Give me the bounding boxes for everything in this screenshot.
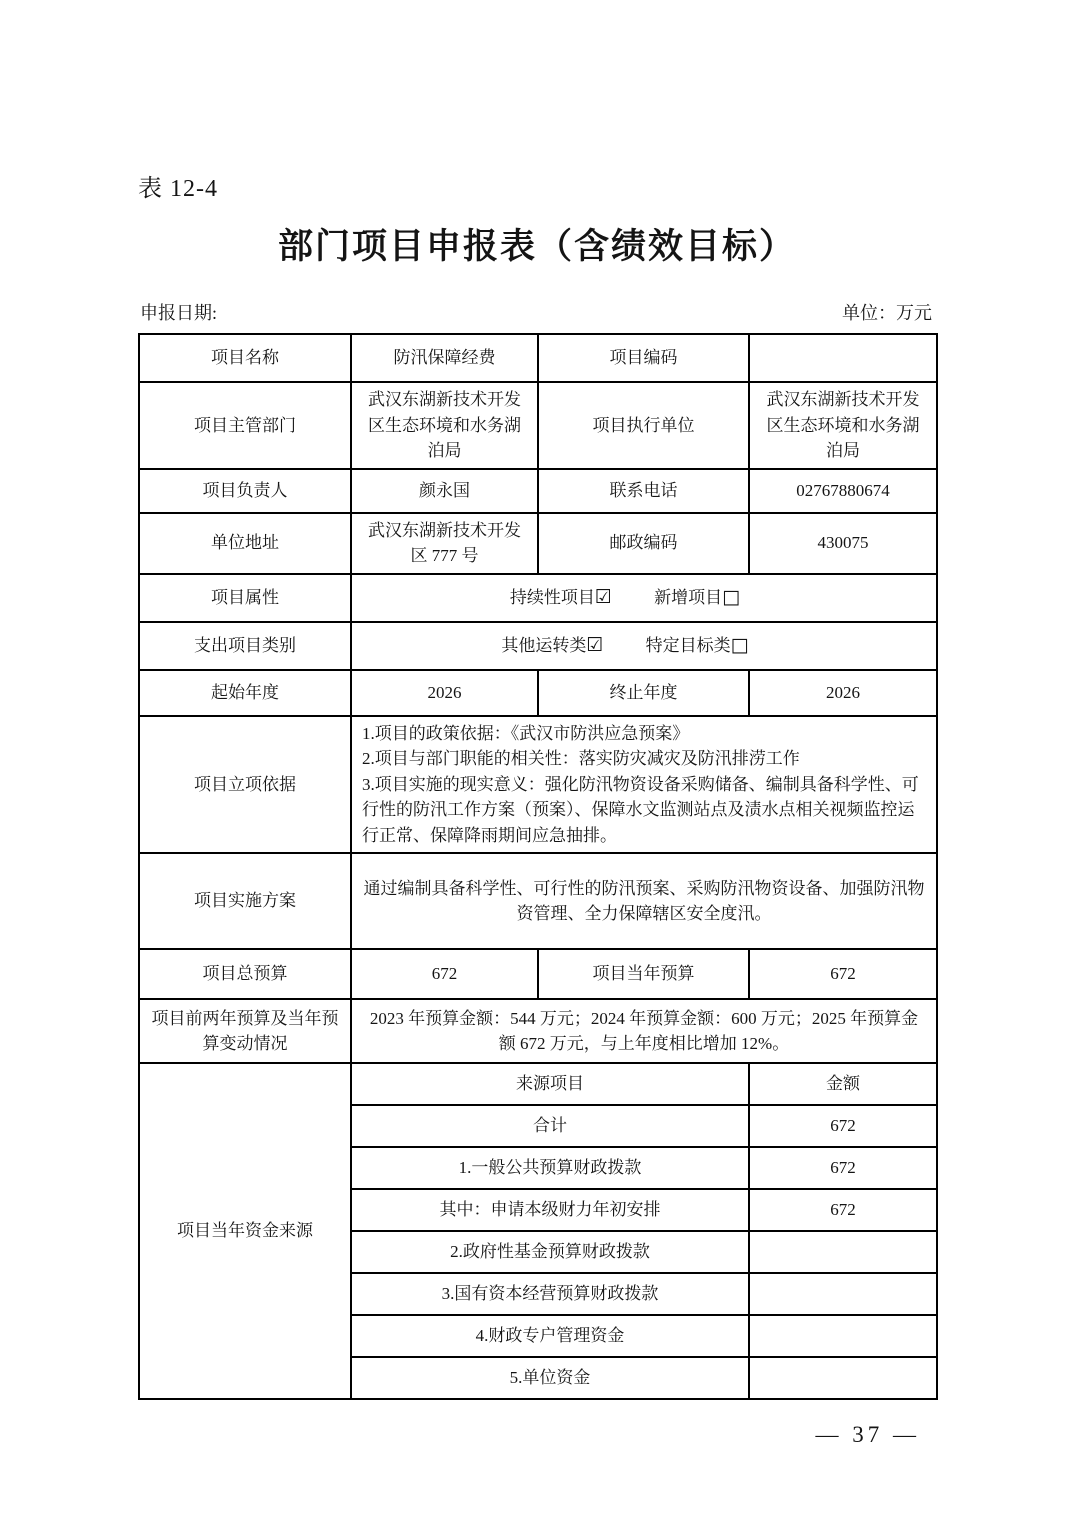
end-year-label: 终止年度 bbox=[538, 670, 749, 716]
row-project-name bbox=[139, 334, 937, 382]
funding-source-total: 合计 bbox=[351, 1105, 749, 1147]
plan-value: 通过编制具备科学性、可行性的防汛预案、采购防汛物资设备、加强防汛物资管理、全力保障辖区安全度汛。 bbox=[351, 853, 937, 949]
dept-value: 武汉东湖新技术开发区生态环境和水务湖泊局 bbox=[351, 382, 538, 469]
page-number: — 37 — bbox=[815, 1422, 920, 1447]
declare-date-label: 申报日期: bbox=[140, 303, 218, 323]
row-funding-header bbox=[139, 1063, 937, 1105]
category-options bbox=[351, 622, 937, 670]
address-value: 武汉东湖新技术开发区 777 号 bbox=[351, 513, 538, 574]
funding-label: 项目当年资金来源 bbox=[139, 1063, 351, 1399]
project-code-value bbox=[749, 334, 937, 382]
row-basis bbox=[139, 716, 937, 854]
checked-checkbox-icon: ☑ bbox=[586, 634, 604, 657]
unit-label: 单位：万元 bbox=[842, 303, 932, 323]
exec-unit-label: 项目执行单位 bbox=[538, 382, 749, 469]
project-code-label: 项目编码 bbox=[538, 334, 749, 382]
row-leader bbox=[139, 469, 937, 513]
funding-amount-govfund bbox=[749, 1231, 937, 1273]
row-plan bbox=[139, 853, 937, 949]
project-name-value: 防汛保障经费 bbox=[351, 334, 538, 382]
unchecked-checkbox-icon: □ bbox=[730, 634, 749, 657]
attribute-options bbox=[351, 574, 937, 622]
attribute-option-new-label: 新增项目 bbox=[654, 588, 723, 608]
category-option-operational-label: 其他运转类 bbox=[501, 636, 587, 656]
attribute-option-continuing bbox=[510, 588, 612, 607]
phone-value: 02767880674 bbox=[749, 469, 937, 513]
category-option-specific-label: 特定目标类 bbox=[645, 636, 731, 656]
row-attribute bbox=[139, 574, 937, 622]
start-year-value: 2026 bbox=[351, 670, 538, 716]
funding-source-unit: 5.单位资金 bbox=[351, 1357, 749, 1399]
funding-source-local: 其中：申请本级财力年初安排 bbox=[351, 1189, 749, 1231]
attribute-option-continuing-label: 持续性项目 bbox=[509, 588, 595, 608]
postcode-label: 邮政编码 bbox=[538, 513, 749, 574]
funding-amount-total: 672 bbox=[749, 1105, 937, 1147]
total-budget-label: 项目总预算 bbox=[139, 949, 351, 999]
row-history bbox=[139, 999, 937, 1063]
meta-row bbox=[138, 299, 936, 325]
row-years bbox=[139, 670, 937, 716]
leader-value: 颜永国 bbox=[351, 469, 538, 513]
funding-amount-stateowned bbox=[749, 1273, 937, 1315]
end-year-value: 2026 bbox=[749, 670, 937, 716]
row-address bbox=[139, 513, 937, 574]
basis-line-2: 2.项目与部门职能的相关性：落实防灾减灾及防汛排涝工作 bbox=[362, 749, 800, 768]
document-content bbox=[138, 0, 936, 1448]
funding-source-general: 1.一般公共预算财政拨款 bbox=[351, 1147, 749, 1189]
history-label: 项目前两年预算及当年预算变动情况 bbox=[139, 999, 351, 1063]
checked-checkbox-icon: ☑ bbox=[594, 586, 612, 609]
basis-line-3: 3.项目实施的现实意义：强化防汛物资设备采购储备、编制具备科学性、可行性的防汛工作方案（预案）、保障水文监测站点及渍水点相关视频监控运行正常、保障降雨期间应急抽排。 bbox=[362, 774, 919, 845]
funding-amount-local: 672 bbox=[749, 1189, 937, 1231]
funding-source-fiscal-account: 4.财政专户管理资金 bbox=[351, 1315, 749, 1357]
page-title: 部门项目申报表（含绩效目标） bbox=[277, 227, 796, 266]
funding-amount-general: 672 bbox=[749, 1147, 937, 1189]
address-label: 单位地址 bbox=[139, 513, 351, 574]
funding-source-govfund: 2.政府性基金预算财政拨款 bbox=[351, 1231, 749, 1273]
leader-label: 项目负责人 bbox=[139, 469, 351, 513]
attribute-option-new bbox=[654, 588, 740, 607]
exec-unit-value: 武汉东湖新技术开发区生态环境和水务湖泊局 bbox=[749, 382, 937, 469]
attribute-label: 项目属性 bbox=[139, 574, 351, 622]
history-value: 2023 年预算金额：544 万元；2024 年预算金额：600 万元；2025 年预算金额 672 万元，与上年度相比增加 12%。 bbox=[351, 999, 937, 1063]
plan-label: 项目实施方案 bbox=[139, 853, 351, 949]
row-category bbox=[139, 622, 937, 670]
funding-amount-fiscal-account bbox=[749, 1315, 937, 1357]
basis-label: 项目立项依据 bbox=[139, 716, 351, 854]
application-form-table bbox=[138, 333, 938, 1400]
unchecked-checkbox-icon: □ bbox=[722, 586, 741, 609]
start-year-label: 起始年度 bbox=[139, 670, 351, 716]
funding-source-stateowned: 3.国有资本经营预算财政拨款 bbox=[351, 1273, 749, 1315]
category-label: 支出项目类别 bbox=[139, 622, 351, 670]
phone-label: 联系电话 bbox=[538, 469, 749, 513]
year-budget-label: 项目当年预算 bbox=[538, 949, 749, 999]
table-number-label: 表 12-4 bbox=[138, 176, 218, 202]
row-departments bbox=[139, 382, 937, 469]
basis-line-1: 1.项目的政策依据：《武汉市防洪应急预案》 bbox=[362, 723, 690, 743]
year-budget-value: 672 bbox=[749, 949, 937, 999]
category-option-specific bbox=[646, 636, 749, 655]
funding-source-header: 来源项目 bbox=[351, 1063, 749, 1105]
postcode-value: 430075 bbox=[749, 513, 937, 574]
basis-value bbox=[351, 716, 937, 854]
funding-amount-header: 金额 bbox=[749, 1063, 937, 1105]
total-budget-value: 672 bbox=[351, 949, 538, 999]
project-name-label: 项目名称 bbox=[139, 334, 351, 382]
row-budget bbox=[139, 949, 937, 999]
category-option-operational bbox=[501, 636, 603, 655]
dept-label: 项目主管部门 bbox=[139, 382, 351, 469]
funding-amount-unit bbox=[749, 1357, 937, 1399]
